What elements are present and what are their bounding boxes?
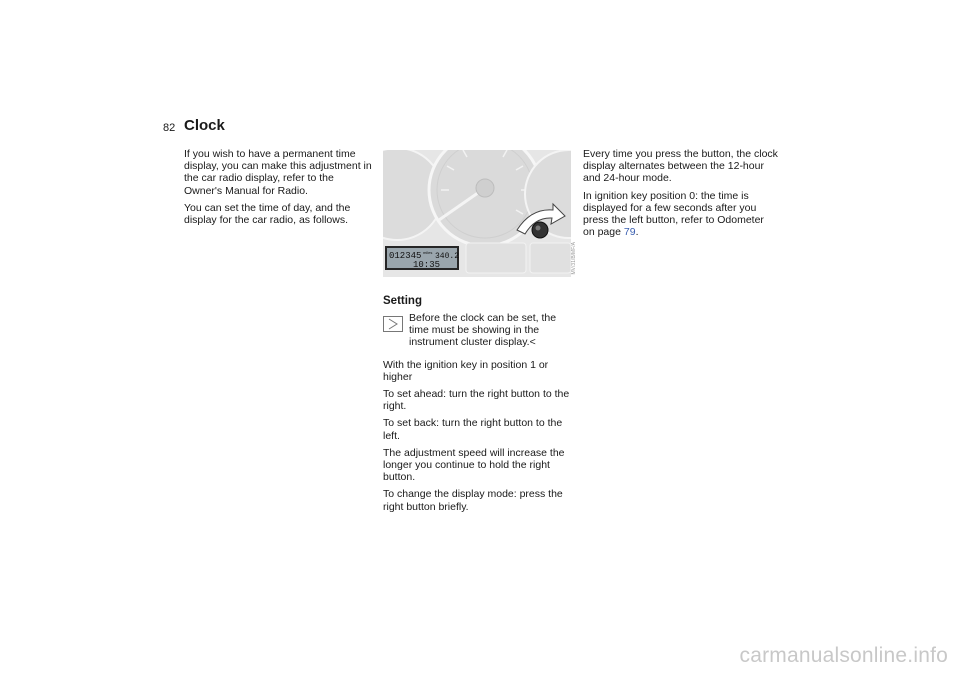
- display-mode-paragraph-1: Every time you press the button, the clock display alternates between the 12-hour and 24-hour mode.: [583, 148, 778, 185]
- note-block: [383, 312, 578, 349]
- setting-paragraph-5: To change the display mode: press the right button briefly.: [383, 488, 563, 513]
- figure-code: MV/31/B/MF/A: [571, 242, 577, 275]
- note-icon: [383, 316, 403, 332]
- watermark: carmanualsonline.info: [739, 644, 948, 667]
- odometer-reading: 012345: [389, 251, 422, 261]
- note-text: Before the clock can be set, the time must be showing in the instrument cluster display.: [409, 312, 557, 349]
- odometer-unit: miles: [423, 250, 433, 255]
- intro-column: [184, 148, 374, 231]
- intro-paragraph-2: You can set the time of day, and the display for the car radio, as follows.: [184, 201, 351, 227]
- instrument-cluster-illustration: [383, 150, 571, 277]
- trip-reading: 340.2: [435, 252, 460, 261]
- setting-paragraph-1: With the ignition key in position 1 or higher: [383, 358, 549, 383]
- setting-heading: Setting: [383, 295, 422, 307]
- setting-column: [383, 312, 578, 518]
- intro-paragraph-1: If you wish to have a permanent time display, you can make this adjustment in the car radio display, refer to the Owner's Manual for Radio.: [184, 148, 372, 197]
- page-79-link[interactable]: 79: [623, 226, 636, 239]
- note-end-mark: <: [529, 336, 536, 349]
- display-mode-paragraph-2-end: .: [635, 226, 639, 239]
- display-mode-paragraph-2-text: In ignition key position 0: the time is displayed for a few seconds after you press the left button, refer to Odometer on page: [583, 189, 764, 239]
- display-mode-paragraph-2: [583, 190, 778, 239]
- page-title: Clock: [184, 117, 225, 134]
- setting-paragraph-3: To set back: turn the right button to the left.: [383, 417, 563, 442]
- setting-paragraph-4: The adjustment speed will increase the longer you continue to hold the right button.: [383, 446, 565, 484]
- clock-time: 10:35: [413, 260, 441, 270]
- instrument-cluster-figure: [383, 150, 571, 277]
- page-number: 82: [163, 122, 176, 134]
- display-mode-column: [583, 148, 778, 243]
- setting-paragraph-2: To set ahead: turn the right button to the right.: [383, 388, 570, 413]
